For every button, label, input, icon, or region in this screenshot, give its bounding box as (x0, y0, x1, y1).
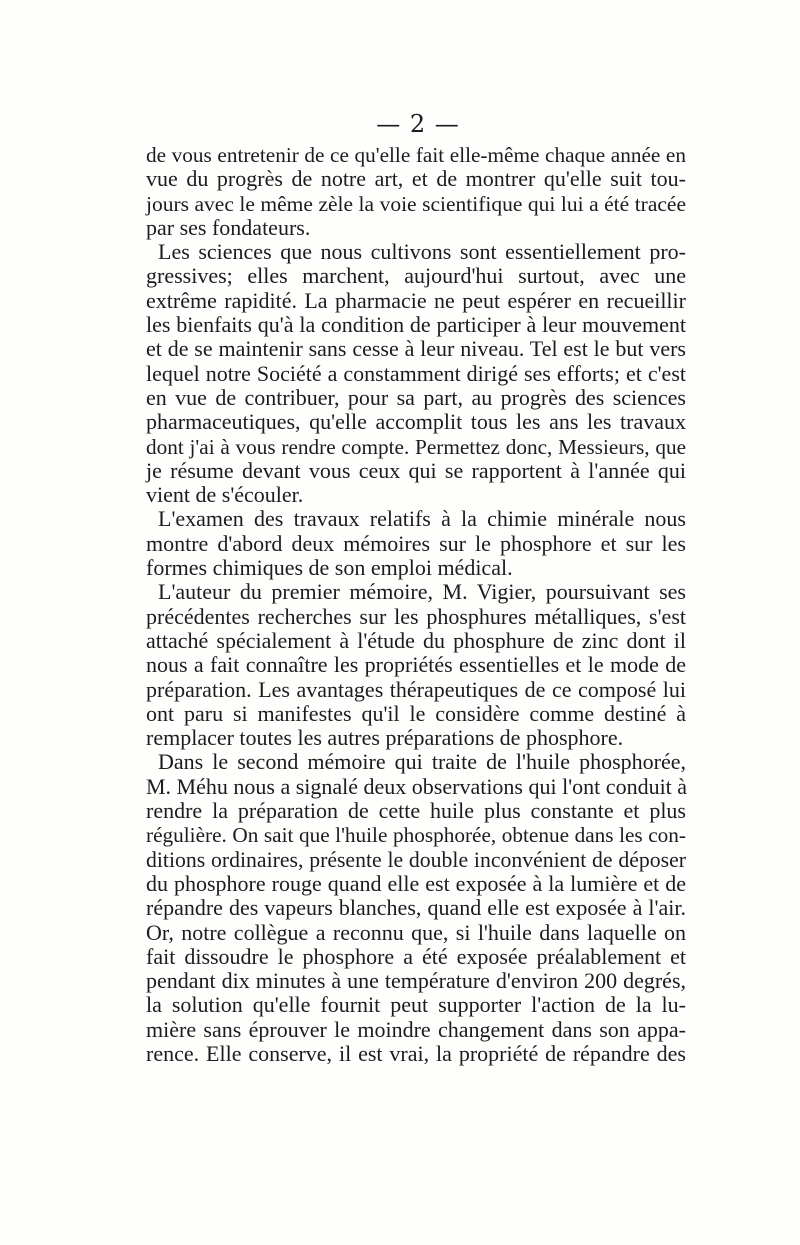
text-line: extrême rapidité. La pharmacie ne peut espérer en recueillir (146, 287, 686, 313)
paragraph-start-line: L'auteur du premier mémoire, M. Vigier, poursuivant ses (158, 579, 686, 605)
text-line: dont j'ai à vous rendre compte. Permettez donc, Messieurs, que (146, 434, 686, 459)
text-line: vue du progrès de notre art, et de montrer qu'elle suit tou- (146, 166, 686, 192)
text-line: et de se maintenir sans cesse à leur niveau. Tel est le but vers (146, 336, 686, 362)
page-number: — 2 — (376, 110, 460, 138)
text-line: répandre des vapeurs blanches, quand elle est exposée à l'air. (146, 895, 686, 921)
text-line: nous a fait connaître les propriétés essentielles et le mode de (146, 652, 686, 678)
text-line: les bienfaits qu'à la condition de participer à leur mouvement (146, 312, 686, 338)
text-line: la solution qu'elle fournit peut supporter l'action de la lu- (146, 992, 686, 1018)
text-line: je résume devant vous ceux qui se rapportent à l'année qui (146, 457, 686, 483)
text-line: pharmaceutiques, qu'elle accomplit tous les ans les travaux (146, 409, 686, 435)
text-line: gressives; elles marchent, aujourd'hui surtout, avec une (146, 263, 686, 289)
paragraph-start-line: Dans le second mémoire qui traite de l'huile phosphorée, (158, 749, 686, 775)
text-line: montre d'abord deux mémoires sur le phosphore et sur les (146, 530, 686, 556)
text-line: vient de s'écouler. (146, 482, 304, 508)
text-line: attaché spécialement à l'étude du phosphure de zinc dont il (146, 627, 686, 653)
text-line: par ses fondateurs. (146, 214, 311, 240)
paragraph-start-line: L'examen des travaux relatifs à la chimie minérale nous (158, 506, 686, 532)
text-line: M. Méhu nous a signalé deux observations qui l'ont conduit à (146, 773, 688, 799)
text-line: ditions ordinaires, présente le double inconvénient de déposer (146, 847, 686, 872)
paragraph-start-line: Les sciences que nous cultivons sont essentiellement pro- (158, 239, 686, 265)
text-line: formes chimiques de son emploi médical. (146, 555, 513, 581)
text-line: en vue de contribuer, pour sa part, au progrès des sciences (146, 384, 686, 410)
text-line: ont paru si manifestes qu'il le considère comme destiné à (146, 700, 686, 726)
text-line: pendant dix minutes à une température d'environ 200 degrés, (146, 968, 686, 994)
text-line: lequel notre Société a constamment dirigé ses efforts; et c'est (146, 360, 686, 386)
text-line: régulière. On sait que l'huile phosphorée, obtenue dans les con- (146, 823, 686, 848)
text-line: du phosphore rouge quand elle est exposée à la lumière et de (146, 870, 686, 896)
text-line: préparation. Les avantages thérapeutiques de ce composé lui (146, 676, 686, 702)
text-line: mière sans éprouver le moindre changement dans son appa- (146, 1016, 686, 1042)
text-line: rendre la préparation de cette huile plus constante et plus (146, 798, 686, 824)
text-line: précédentes recherches sur les phosphures métalliques, s'est (146, 603, 686, 629)
text-line: fait dissoudre le phosphore a été exposée préalablement et (146, 943, 686, 969)
text-line: rence. Elle conserve, il est vrai, la propriété de répandre des (146, 1040, 686, 1066)
text-line: remplacer toutes les autres préparations de phosphore. (146, 725, 624, 751)
text-line: Or, notre collègue a reconnu que, si l'huile dans laquelle on (146, 919, 686, 945)
text-line: de vous entretenir de ce qu'elle fait elle-même chaque année en (146, 143, 686, 167)
body-text (146, 143, 686, 1066)
text-line: jours avec le même zèle la voie scientifique qui lui a été tracée (146, 191, 686, 216)
